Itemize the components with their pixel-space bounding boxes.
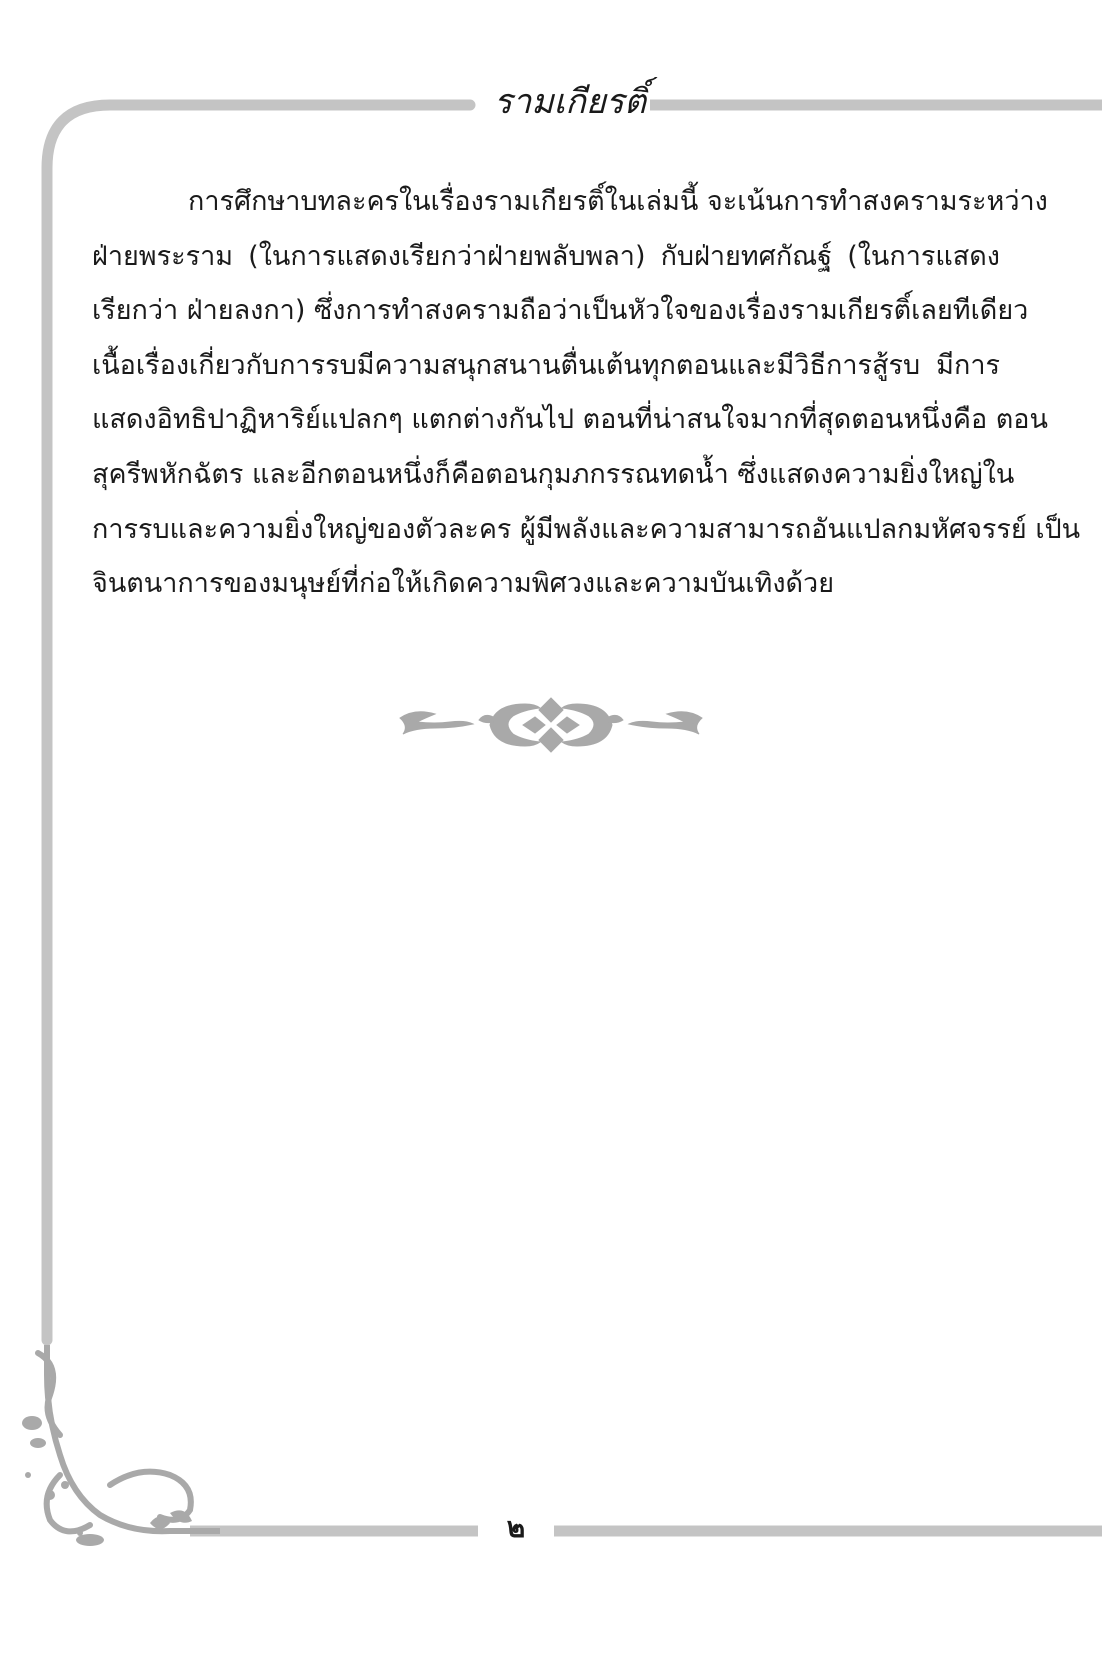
body-line: เรียกว่า ฝ่ายลงกา) ซึ่งการทำสงครามถือว่าเป็นหัวใจของเรื่องรามเกียรติ์เลยทีเดียว <box>92 295 1029 327</box>
running-title: รามเกียรติ์ <box>490 74 650 130</box>
body-line: สุครีพหักฉัตร และอีกตอนหนึ่งก็คือตอนกุมภกรรณทดน้ำ ซึ่งแสดงความยิ่งใหญ่ใน <box>92 458 1015 490</box>
page-number: ๒ <box>478 1508 554 1548</box>
body-line: แสดงอิทธิปาฏิหาริย์แปลกๆ แตกต่างกันไป ตอนที่น่าสนใจมากที่สุดตอนหนึ่งคือ ตอน <box>92 404 1048 436</box>
body-line: การรบและความยิ่งใหญ่ของตัวละคร ผู้มีพลังและความสามารถอันแปลกมหัศจรรย์ เป็น <box>92 513 1081 545</box>
corner-floral-ornament-icon <box>20 1345 220 1555</box>
body-line: ฝ่ายพระราม (ในการแสดงเรียกว่าฝ่ายพลับพลา) กับฝ่ายทศกัณฐ์ (ในการแสดง <box>92 240 1000 272</box>
body-line: จินตนาการของมนุษย์ที่ก่อให้เกิดความพิศวงและความบันเทิงด้วย <box>92 568 835 600</box>
ornament-divider-icon <box>395 690 707 760</box>
body-line: เนื้อเรื่องเกี่ยวกับการรบมีความสนุกสนานตื่นเต้นทุกตอนและมีวิธีการสู้รบ มีการ <box>92 349 1000 381</box>
body-line: การศึกษาบทละครในเรื่องรามเกียรติ์ในเล่มนี้ จะเน้นการทำสงครามระหว่าง <box>188 186 1048 217</box>
body-paragraph <box>92 175 1081 612</box>
